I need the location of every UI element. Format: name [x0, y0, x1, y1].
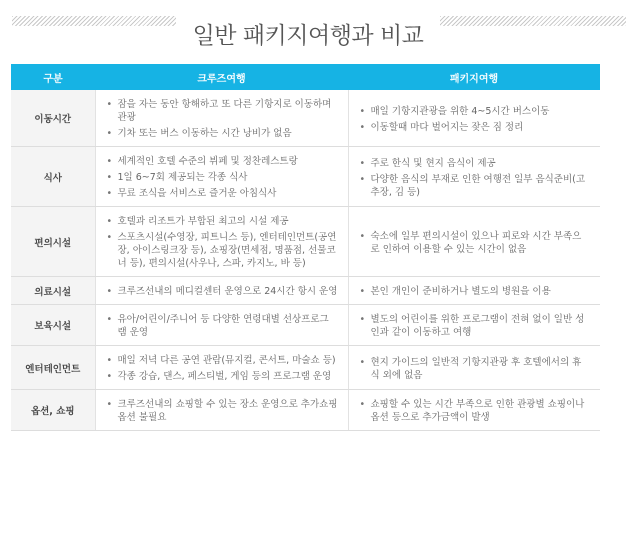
title-bar [0, 0, 634, 50]
row-category: 보육시설 [11, 305, 95, 346]
cruise-bullet-list [106, 155, 338, 200]
cruise-bullet-list [106, 98, 338, 140]
title-decoration-left [12, 16, 176, 26]
table-row [11, 90, 600, 147]
package-bullet-list [359, 313, 591, 339]
package-cell [348, 207, 600, 277]
package-bullet-item: • 다양한 음식의 부재로 인한 여행전 일부 음식준비(고추장, 김 등) [359, 173, 591, 199]
cruise-cell [95, 147, 348, 207]
package-cell [348, 346, 600, 390]
row-category: 엔터테인먼트 [11, 346, 95, 390]
header-package: 패키지여행 [348, 64, 600, 90]
cruise-bullet-item: • 세계적인 호텔 수준의 뷔페 및 정찬레스트랑 [106, 155, 338, 168]
table-row [11, 147, 600, 207]
package-cell [348, 147, 600, 207]
cruise-cell [95, 390, 348, 431]
cruise-bullet-item: • 기차 또는 버스 이동하는 시간 낭비가 없음 [106, 127, 338, 140]
package-bullet-list [359, 105, 591, 134]
package-bullet-list [359, 285, 591, 298]
cruise-cell [95, 277, 348, 305]
package-bullet-list [359, 230, 591, 256]
cruise-cell [95, 207, 348, 277]
cruise-bullet-item: • 각종 강습, 댄스, 페스티벌, 게임 등의 프로그램 운영 [106, 370, 338, 383]
header-category: 구분 [11, 64, 95, 90]
table-row [11, 346, 600, 390]
package-cell [348, 305, 600, 346]
table-header [11, 64, 600, 90]
cruise-cell [95, 90, 348, 147]
comparison-table [11, 64, 600, 431]
cruise-bullet-item: • 1일 6~7회 제공되는 각종 식사 [106, 171, 338, 184]
cruise-bullet-list [106, 354, 338, 383]
title-decoration-right [440, 16, 626, 26]
package-bullet-item: • 현지 가이드의 일반적 기항지관광 후 호텔에서의 휴식 외에 없음 [359, 356, 591, 382]
row-category: 이동시간 [11, 90, 95, 147]
cruise-bullet-list [106, 313, 338, 339]
package-bullet-item: • 매일 기항지관광을 위한 4~5시간 버스이동 [359, 105, 591, 118]
cruise-bullet-item: • 호텔과 리조트가 부합된 최고의 시설 제공 [106, 215, 338, 228]
cruise-bullet-item: • 크루즈선내의 쇼핑할 수 있는 장소 운영으로 추가쇼핑 옵션 불필요 [106, 398, 338, 424]
package-bullet-list [359, 356, 591, 382]
package-bullet-item: • 쇼핑할 수 있는 시간 부족으로 인한 관광별 쇼핑이나 옵션 등으로 추가금액이 발생 [359, 398, 591, 424]
package-cell [348, 90, 600, 147]
table-body [11, 90, 600, 431]
package-bullet-list [359, 398, 591, 424]
package-bullet-item: • 숙소에 일부 편의시설이 있으나 피로와 시간 부족으로 인하여 이용할 수 있는 시간이 없음 [359, 230, 591, 256]
page-title: 일반 패키지여행과 비교 [192, 23, 424, 50]
cruise-bullet-list [106, 398, 338, 424]
cruise-bullet-list [106, 285, 338, 298]
row-category: 의료시설 [11, 277, 95, 305]
package-bullet-item: • 본인 개인이 준비하거나 별도의 병원을 이용 [359, 285, 591, 298]
package-bullet-item: • 주로 한식 및 현지 음식이 제공 [359, 157, 591, 170]
header-cruise: 크루즈여행 [95, 64, 348, 90]
cruise-bullet-item: • 스포츠시설(수영장, 피트니스 등), 엔터테인먼트(공연장, 아이스링크장 등), 쇼핑장(면세점, 명품점, 선물코너 등), 편의시설(사우나, 스파, 카지노, 바 등) [106, 231, 338, 270]
row-category: 편의시설 [11, 207, 95, 277]
cruise-bullet-item: • 매일 저녁 다른 공연 관람(뮤지컬, 콘서트, 마술쇼 등) [106, 354, 338, 367]
cruise-bullet-item: • 잠을 자는 동안 항해하고 또 다른 기항지로 이동하며 관광 [106, 98, 338, 124]
cruise-bullet-item: • 무료 조식을 서비스로 즐거운 아침식사 [106, 187, 338, 200]
row-category: 옵션, 쇼핑 [11, 390, 95, 431]
cruise-cell [95, 305, 348, 346]
package-bullet-item: • 이동할때 마다 벌어지는 잦은 짐 정리 [359, 121, 591, 134]
cruise-bullet-item: • 유아/어린이/주니어 등 다양한 연령대별 선상프로그램 운영 [106, 313, 338, 339]
cruise-bullet-list [106, 215, 338, 270]
header-row [11, 64, 600, 90]
table-row [11, 277, 600, 305]
package-bullet-item: • 별도의 어린이를 위한 프로그램이 전혀 없이 일반 성인과 같이 이동하고 여행 [359, 313, 591, 339]
table-row [11, 207, 600, 277]
table-row [11, 390, 600, 431]
cruise-bullet-item: • 크루즈선내의 메디컬센터 운영으로 24시간 항시 운영 [106, 285, 338, 298]
package-cell [348, 390, 600, 431]
cruise-cell [95, 346, 348, 390]
row-category: 식사 [11, 147, 95, 207]
table-row [11, 305, 600, 346]
package-cell [348, 277, 600, 305]
package-bullet-list [359, 157, 591, 199]
